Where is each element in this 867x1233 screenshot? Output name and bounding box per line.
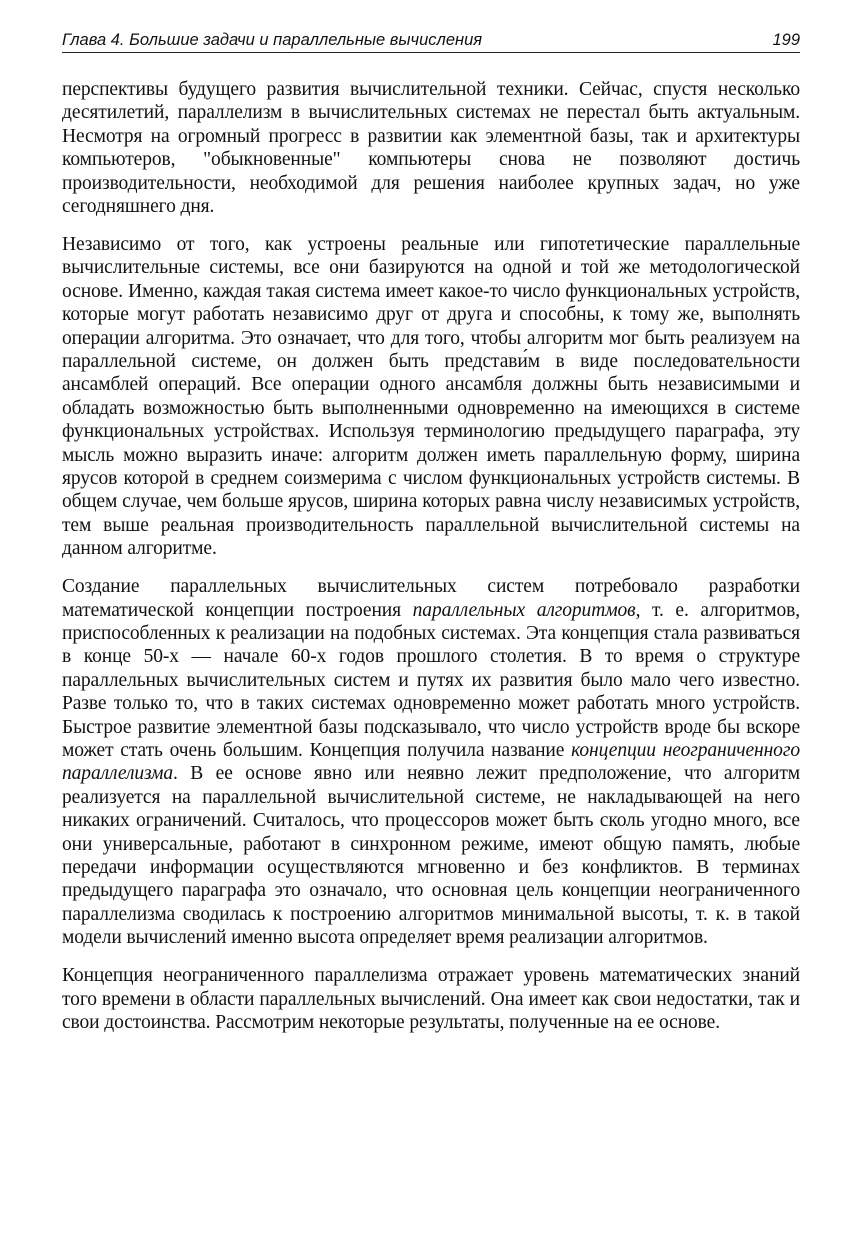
paragraph-3-text-end: . В ее основе явно или неявно лежит предположение, что алгоритм реализуется на параллельной вычислительной системе, не накладывающей на него никаких ограничений. Считалось, что процессоров может быть сколь угодно много, все они универсальные, работают в синхронном режиме, имеют общую память, любые передачи информации осуществляются мгновенно и без конфликтов. В терминах предыдущего параграфа это означало, что основная цель концепции неограниченного параллелизма сводилась к построению алгоритмов минимальной высоты, т. к. в такой модели вычислений именно высота определяет время реализации алгоритмов. [62,763,800,949]
paragraph-1: перспективы будущего развития вычислительной техники. Сейчас, спустя несколько десятилетий, параллелизм в вычислительных системах не перестал быть актуальным. Несмотря на огромный прогресс в развитии как элементной базы, так и архитектуры компьютеров, "обыкновенные" компьютеры снова не позволяют достичь производительности, необходимой для решения наиболее крупных задач, но уже сегодняшнего дня. [62,79,800,218]
chapter-title: Глава 4. Большие задачи и параллельные вычисления [62,31,483,49]
paragraph-3-text-middle: , т. е. алгоритмов, приспособленных к реализации на подобных системах. Эта концепция стала развиваться в конце 50-х — начале 60-х годов прошлого столетия. В то время о структуре параллельных вычислительных систем и путях их развития было мало чего известно. Разве только то, что в таких системах одновременно может работать много устройств. Быстрое развитие элементной базы подсказывало, что число устройств вроде бы вскоре может стать очень большим. Концепция получила название [62,599,801,761]
running-header [62,28,800,53]
term-unbounded-parallelism: концепции неограниченного параллелизма [62,739,800,785]
page-number: 199 [772,31,800,49]
book-page [62,28,800,1049]
paragraph-3 [62,575,800,950]
body-text [62,78,800,1034]
term-parallel-algorithms: параллельных алгоритмов [412,599,636,621]
paragraph-3-text-start: Создание параллельных вычислительных систем потребовало разработки математической концепции построения [62,576,800,621]
paragraph-2: Независимо от того, как устроены реальные или гипотетические параллельные вычислительные системы, все они базируются на одной и той же методологической основе. Именно, каждая такая система имеет какое-то число функциональных устройств, которые могут работать независимо друг от друга и способны, к тому же, выполнять операции алгоритма. Это означает, что для того, чтобы алгоритм мог быть реализуем на параллельной системе, он должен быть представи́м в виде последовательности ансамблей операций. Все операции одного ансамбля должны быть независимыми и обладать возможностью быть выполненными одновременно на имеющихся в системе функциональных устройствах. Используя терминологию предыдущего параграфа, эту мысль можно выразить иначе: алгоритм должен иметь параллельную форму, ширина ярусов которой в среднем соизмерима с числом функциональных устройств системы. В общем случае, чем больше ярусов, ширина которых равна числу независимых устройств, тем выше реальная производительность параллельной вычислительной системы на данном алгоритме. [62,233,800,560]
paragraph-4: Концепция неограниченного параллелизма отражает уровень математических знаний того времени в области параллельных вычислений. Она имеет как свои недостатки, так и свои достоинства. Рассмотрим некоторые результаты, полученные на ее основе. [62,965,800,1033]
